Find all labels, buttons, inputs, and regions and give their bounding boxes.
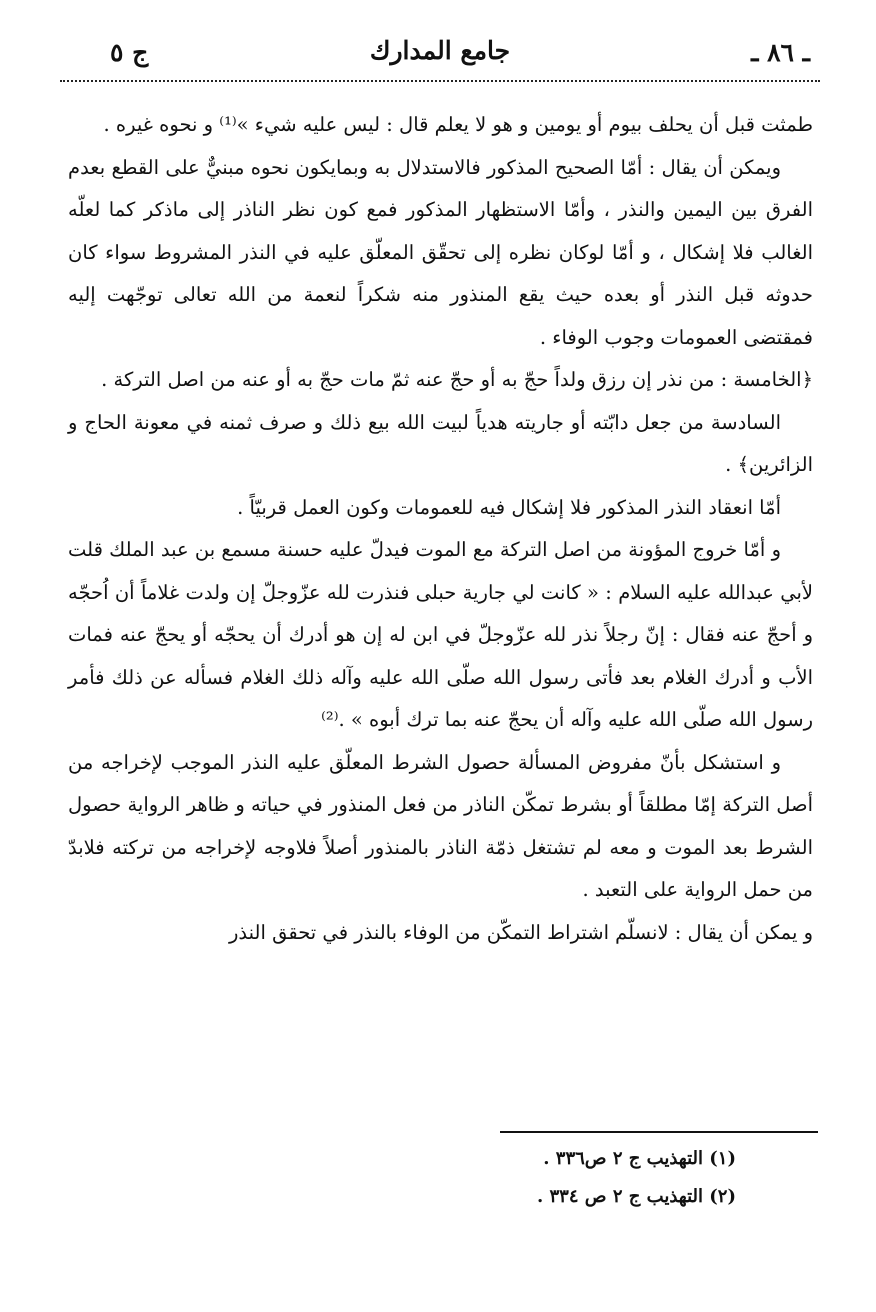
paragraph: السادسة من جعل دابّته أو جاريته هدياً لبيت الله بيع ذلك و صرف ثمنه في معونة الحاج و الزائرين﴾ . [68, 410, 813, 476]
paragraph: ويمكن أن يقال : أمّا الصحيح المذكور فالاستدلال به وبمايكون نحوه مبنيٌّ على القطع بعدم الفرق بين اليمين والنذر ، وأمّا الاستظهار المذكور فمع كون نظر الناذر إلى ماذكر كما لعلّه الغالب فلا إشكال ، و أمّا لوكان نظره إلى تحقّق المعلّق عليه في النذر المشروط سواء كان حدوثه قبل النذر أو بعده حيث يقع المنذور منه شكراً لنعمة من الله تعالى توجّهت إليه فمقتضى العمومات وجوب الوفاء . [68, 155, 813, 349]
book-title: جامع المدارك [369, 36, 511, 65]
main-text [68, 104, 813, 954]
paragraph: أمّا انعقاد النذر المذكور فلا إشكال فيه للعمومات وكون العمل قربيّاً . [237, 495, 781, 519]
page-number: ـ ٨٦ ـ [751, 38, 810, 67]
footnote-divider [500, 1131, 818, 1133]
paragraph: و استشكل بأنّ مفروض المسألة حصول الشرط المعلّق عليه النذر الموجب لإخراجه من أصل التركة إمّا مطلقاً أو بشرط تمكّن الناذر من فعل المنذور في حياته و ظاهر الرواية حصول الشرط بعد الموت و معه لم تشتغل ذمّة الناذر بالمنذور أصلاً فلاوجه لإخراجه من تركته فلابدّ من حمل الرواية على التعبد . [68, 750, 813, 901]
footnote: (١) التهذيب ج ٢ ص٣٣٦ . [543, 1148, 736, 1169]
paragraph: ﴿الخامسة : من نذر إن رزق ولداً حجّ به أو حجّ عنه ثمّ مات حجّ به أو عنه من اصل التركة . [101, 368, 813, 391]
header-divider [60, 80, 820, 82]
footnotes [336, 1140, 736, 1216]
volume-label: ج ٥ [110, 38, 149, 67]
paragraph: طمثت قبل أن يحلف بيوم أو يومين و هو لا يعلم قال : ليس عليه شيء »⁽¹⁾ و نحوه غيره . [103, 113, 813, 136]
paragraph: و يمكن أن يقال : لانسلّم اشتراط التمكّن من الوفاء بالنذر في تحقق النذر [229, 920, 813, 944]
footnote: (٢) التهذيب ج ٢ ص ٣٣٤ . [536, 1186, 736, 1207]
paragraph: و أمّا خروج المؤونة من اصل التركة مع الموت فيدلّ عليه حسنة مسمع بن عبد الملك قلت لأبي عبدالله عليه السلام : « كانت لي جارية حبلى فنذرت لله عزّوجلّ إن ولدت غلاماً أن اُحجّه و أحجّ عنه فقال : إنّ رجلاً نذر لله عزّوجلّ في ابن له إن هو أدرك أن يحجّه أو يحجّ عنه فمات الأب و أدرك الغلام بعد فأتى رسول الله صلّى الله عليه وآله ذلك الغلام فسأله عن ذلك فأمر رسول الله صلّى الله عليه وآله أن يحجّ عنه بما ترك أبوه » .⁽²⁾ [68, 538, 813, 731]
page-header [70, 36, 810, 80]
